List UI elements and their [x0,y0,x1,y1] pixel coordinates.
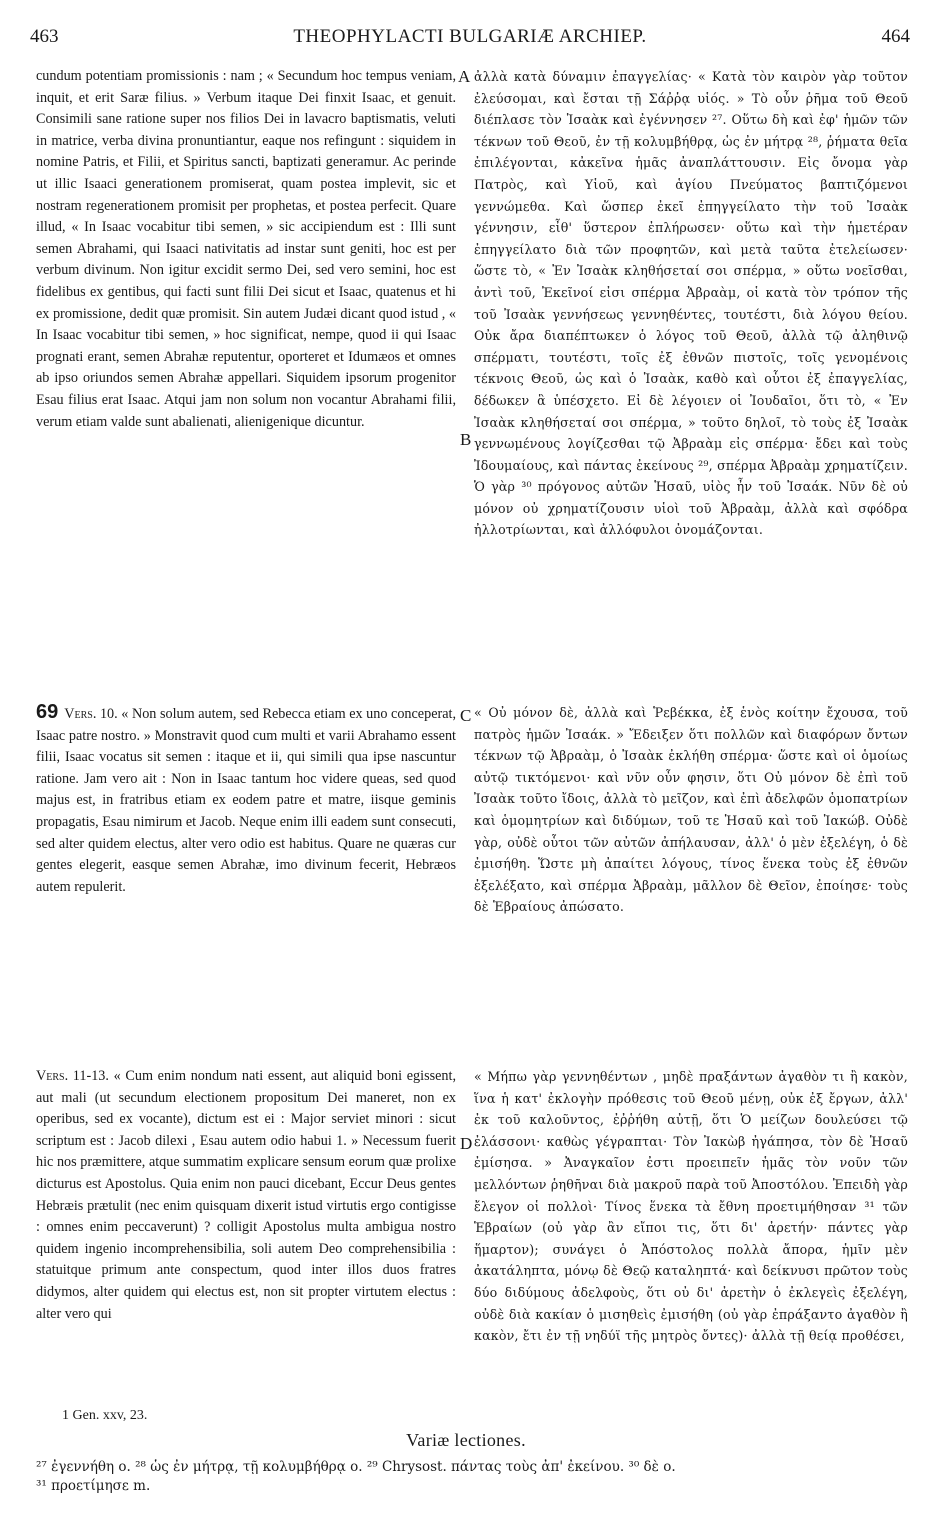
running-title: THEOPHYLACTI BULGARIÆ ARCHIEP. [293,26,647,47]
latin-paragraph-3 [36,1066,456,1325]
page-number-right: 464 [881,26,910,47]
latin-column-part3 [36,1066,456,1325]
variae-line-2: ³¹ προετίμησε m. [36,1478,151,1494]
greek-column-part3 [474,1066,908,1347]
verse-label: Vers. 11-13. [36,1068,109,1084]
page-number-left: 463 [30,26,59,47]
verse-label: Vers. 10. [64,706,118,722]
section-marker-b: B [460,430,472,449]
chapter-number: 69 [36,701,59,723]
latin-paragraph-2 [36,702,456,898]
section-marker-d: D [460,1134,473,1153]
greek-paragraph-1: ἀλλὰ κατὰ δύναμιν ἐπαγγελίας· « Κατὰ τὸν καιρὸν γὰρ τοῦτον ἐλεύσομαι, καὶ ἔσται τῇ Σάῤῥᾳ υἱός. » Τὸ οὖν ῥῆμα τοῦ Θεοῦ διέπλασε τὸν Ἰσαὰκ καὶ ἐγέννησεν ²⁷. Οὕτω δὴ καὶ ἐφ' ἡμῶν τῶν τέκνων τοῦ Θεοῦ, ἐν τῇ κολυμβήθρᾳ, ὡς ἐν μήτρᾳ ²⁸, ῥήματα θεῖα ἐπιλέγονται, κἀκεῖνα ἡμᾶς ἀναπλάττουσιν. Εἰς ὄνομα γὰρ Πατρὸς, καὶ Υἱοῦ, καὶ ἁγίου Πνεύματος βαπτιζόμενοι γεννώμεθα. Καὶ ὥσπερ ἐκεῖ ἐπηγγείλατο τὴν τοῦ Ἰσαὰκ γέννησιν, εἶθ' ὕστερον ἐπλήρωσεν· οὕτω καὶ τὴν ἡμετέραν ἐπηγγείλατο διὰ τῶν προφητῶν, καὶ μετὰ ταῦτα ἐτελείωσεν· ὥστε τὸ, « Ἐν Ἰσαὰκ κληθήσεταί σοι σπέρμα, » οὕτω νοεῖσθαι, ἀντὶ τοῦ, Ἐκεῖνοί εἰσι σπέρμα Ἀβραὰμ, οἱ κατὰ τὸν τρόπον τῆς τοῦ Ἰσαὰκ γεννήσεως γεννηθέντες, τουτέστι, διὰ λόγου θείου. Οὐκ ἄρα διαπέπτωκεν ὁ λόγος τοῦ Θεοῦ, ἀλλὰ τῷ ἀληθινῷ σπέρματι, τουτέστι, τοῖς ἐξ ἐθνῶν πιστοῖς, τοῖς γενομένοις τέκνοις Θεοῦ, ὡς καὶ ὁ Ἰσαὰκ, καθὸ καὶ οὗτοι ἐξ ἐπαγγελίας, δέδωκεν ἃ ὑπέσχετο. Εἰ δὲ λέγοιεν οἱ Ἰουδαῖοι, ὅτι τὸ, « Ἐν Ἰσαὰκ κληθήσεταί σοι σπέρμα, » τοῦτο δηλοῖ, τὸ τοὺς ἐξ Ἰσαὰκ γεννωμένους λογίζεσθαι τῷ Ἀβραὰμ εἰς σπέρμα· ἔδει καὶ τοὺς Ἰδουμαίους, καὶ πάντας ἐκείνους ²⁹, σπέρμα Ἀβραὰμ χρηματίζειν. Ὁ γὰρ ³⁰ πρόγονος αὐτῶν Ἡσαῦ, υἱὸς ἦν τοῦ Ἰσαάκ. Νῦν δὲ οὐ μόνον οὐ χρηματίζουσιν υἱοὶ τοῦ Ἀβραὰμ, ἀλλὰ καὶ σφόδρα ἠλλοτρίωνται, καὶ ἀλλόφυλοι ὀνομάζονται. [474,69,908,538]
footnote: 1 Gen. xxv, 23. [62,1408,148,1423]
variae-lectiones [36,1458,906,1496]
greek-paragraph-2: « Οὐ μόνον δὲ, ἀλλὰ καὶ Ῥεβέκκα, ἐξ ἑνὸς κοίτην ἔχουσα, τοῦ πατρὸς ἡμῶν Ἰσαάκ. » Ἔδειξεν ὅτι πολλῶν καὶ διαφόρων ὄντων τέκνων τῷ Ἀβραὰμ, ὁ Ἰσαὰκ ἐκλήθη σπέρμα· ὥστε καὶ οἱ ὁμοίως αὐτῷ τικτόμενοι· καὶ νῦν οὖν φησιν, ὅτι Οὐ μόνον δὲ ἐπὶ τοῦ Ἰσαὰκ τοῦτο ἴδοις, ἀλλὰ τὸ μεῖζον, καὶ ἐπὶ ἀδελφῶν ὁμοπατρίων καὶ ὁμομητρίων καὶ διδύμων, τοῦ τε Ἡσαῦ καὶ τοῦ Ἰακώβ. Οὐδὲ γὰρ, οὐδὲ οὗτοι τῶν αὐτῶν ἀπήλαυσαν, ἀλλ' ὁ μὲν ἐξελέγη, ὁ δὲ ἐμισήθη. Ὥστε μὴ ἀπαίτει λόγους, τίνος ἕνεκα τοὺς ἐξ ἐθνῶν ἐξελέξατο, καὶ σπέρμα Ἀβραὰμ, μᾶλλον δὲ Θεῖον, ἐποίησε· τοὺς δὲ Ἑβραίους ἀπώσατο. [474,705,908,915]
variae-lectiones-title: Variæ lectiones. [406,1430,526,1450]
section-marker-a: A [458,67,471,86]
latin-paragraph-2-text: « Non solum autem, sed Rebecca etiam ex uno conceperat, Isaac patre nostro. » Monstravit quod cum multi et varii Abrahamo essent filii, Isaac vocatus sit semen : itaque et ii, qui simili qua ipse nascuntur ratione. Jam vero ait : Non in Isaac tantum hoc videre queas, sed quod majus est, in fratribus etiam ex eodem patre et matre, iisque geminis propagatis, Esau nimirum et Jacob. Neque enim illi eadem sunt consecuti, sed alter quidem electus, alter vero odio est habitus. Quare ne quæras cur gentes elegerit, easque semen Abrahæ, imo divinum fecerit, Hebræos autem repulerit. [36,706,457,895]
latin-column-part2 [36,702,456,898]
latin-paragraph-3-text: « Cum enim nondum nati essent, aut aliquid boni egissent, aut mali (ut secundum electionem propositum Dei maneret, non ex operibus, sed ex vocante), dictum est ei : Major serviet minori : sicut scriptum est : Jacob dilexi , Esau autem odio habui 1. » Necessum fuerit hic nos præmittere, atque summatim explicare sensum eorum quæ prolixe dicturus est Apostolus. Quia enim non pauci dicebant, Eccur Deus gentes Hebræis prætulit (nec enim quisquam dixerit istud virtutis ergo contigisse : omnes enim peccaverunt) ? colligit Apostolus multa ambigua nostro quidem ingenio incomprehensibilia, soli autem Deo comprehensibilia : statuitque primum ante conspectum, quod inter illos duos fratres didymos, alter quidem qui electus est, non sit propter virtutem electus : alter vero qui [36,1068,457,1322]
latin-paragraph-1: cundum potentiam promissionis : nam ; « Secundum hoc tempus veniam, inquit, et erit Saræ filius. » Verbum itaque Dei finxit Isaac, et genuit. Consimili sane ratione super nos filios Dei in lavacro baptismatis, veluti in matrice, verba divina pronuntiantur, eaque nos refingunt : siquidem in nomine Patris, et Filii, et Spiritus sancti, baptizati generamur. Ac perinde ut illic Isaaci generationem promiserat, quam postea implevit, sic et nostram regenerationem promisit per prophetas, et postea perfecit. Quare illud, « In Isaac vocabitur tibi semen, » sic accipiendum est : Illi sunt semen Abrahami, qui Isaaci nativitatis ad instar sunt geniti, hoc est per verbum divinum. Non igitur excidit sermo Dei, sed vero semini, hoc est fidelibus ex gentibus, qui facti sunt filii Dei sicut et Isaac, quatenus et hi ex promissione, dedit quæ promisit. Sin autem Judæi dicant quod istud , « In Isaac vocabitur tibi semen, » hoc significat, nempe, quod ii qui Isaac prognati erant, semen Abrahæ reputentur, oporteret et Idumæos et omnes ab ipso oriundos semen Abrahæ appellari. Siquidem ipsorum progenitor Esau filius erat Isaac. Atqui jam non solum non vocantur Abrahami filii, verum etiam valde sunt abalienati, alienigenique dicuntur. [36,68,456,430]
variae-line-1: ²⁷ ἐγεννήθη ο. ²⁸ ὡς ἐν μήτρᾳ, τῇ κολυμβήθρᾳ ο. ²⁹ Chrysost. πάντας τοὺς ἀπ' ἐκείνου. ³⁰ δὲ ο. [36,1459,676,1475]
latin-column-part1 [36,66,456,433]
section-marker-c: C [460,706,472,725]
greek-paragraph-3: « Μήπω γὰρ γεννηθέντων , μηδὲ πραξάντων ἀγαθὸν τι ἢ κακὸν, ἵνα ἡ κατ' ἐκλογὴν πρόθεσις τοῦ Θεοῦ μένῃ, οὐκ ἐξ ἔργων, ἀλλ' ἐκ τοῦ καλοῦντος, ἐῤῥήθη αὐτῇ, ὅτι Ὁ μείζων δουλεύσει τῷ ἐλάσσονι· καθὼς γέγραπται· Τὸν Ἰακὼβ ἠγάπησα, τὸν δὲ Ἡσαῦ ἐμίσησα. » Ἀναγκαῖον ἐστι προειπεῖν ἡμᾶς τὸν νοῦν τῶν μελλόντων ῥηθῆναι διὰ μακροῦ παρὰ τοῦ Ἀποστόλου. Ἐπειδὴ γὰρ ἔλεγον οἱ πολλοὶ· Τίνος ἕνεκα τὰ ἔθνη προετιμήθησαν ³¹ τῶν Ἑβραίων (οὐ γὰρ ἂν εἴποι τις, ὅτι δι' ἀρετήν· πάντες γὰρ ἥμαρτον); συνάγει ὁ Ἀπόστολος πολλὰ ἄπορα, ἡμῖν μὲν ἀκατάληπτα, μόνῳ δὲ Θεῷ καταληπτά· καὶ δείκνυσι πρῶτον τοὺς δύο διδύμους ἀδελφοὺς, ὅτι οὐ δι' ἀρετὴν ὁ ἐκλεγεὶς ἐξελέγη, οὐδὲ διὰ κακίαν ὁ μισηθεὶς ἐμισήθη (οὐ γὰρ ἐπράξαντο ἀγαθὸν ἢ κακὸν, ἔτι ἐν τῇ νηδύϊ τῆς μητρὸς ὄντες)· ἀλλὰ τῇ θείᾳ προθέσει, [474,1069,908,1344]
running-header [30,26,910,56]
greek-column-part1 [474,66,908,541]
greek-column-part2 [474,702,908,918]
